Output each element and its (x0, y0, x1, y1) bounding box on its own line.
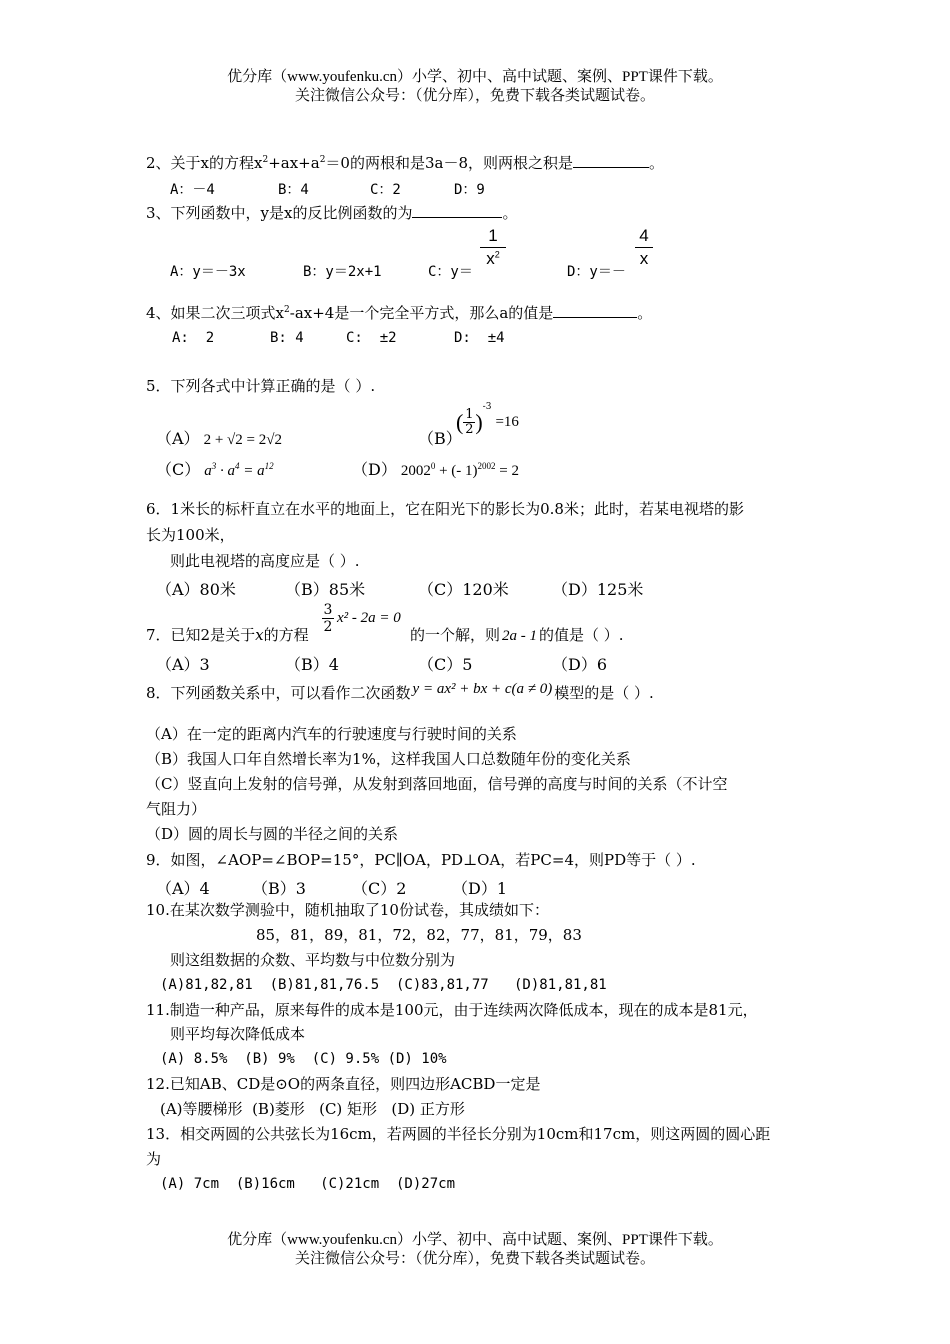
question-11-stem-line-2: 则平均每次降低成本 (170, 1025, 306, 1043)
question-5-option-a: （A） 2 + √2 = 2√2 (156, 429, 282, 448)
question-12-options: (A)等腰梯形 (B)菱形 (C) 矩形 (D) 正方形 (160, 1100, 465, 1118)
question-10-stem: 10.在某次数学测验中，随机抽取了10份试卷，其成绩如下： (146, 901, 549, 919)
question-7-option-d: （D）6 (552, 655, 608, 674)
question-9-option-d: （D）1 (452, 879, 508, 898)
question-7-option-b: （B）4 (285, 655, 339, 674)
question-2-option-b: B：4 (278, 182, 309, 198)
question-6-stem-line-1: 6．1米长的标杆直立在水平的地面上，它在阳光下的影长为0.8米；此时，若某电视塔的影 (146, 500, 744, 518)
question-4-option-b: B: 4 (270, 330, 304, 346)
question-5-option-c: （C） $a^3 \cdot a^4 = a^{12}$ (156, 460, 274, 479)
question-10-data: 85，81，89，81，72，82，77，81，79，83 (256, 926, 582, 944)
question-2-option-a: A：－4 (170, 182, 215, 198)
footer-line-2: 关注微信公众号：（优分库），免费下载各类试题试卷。 (294, 1251, 655, 1267)
question-13-stem-line-2: 为 (146, 1150, 162, 1168)
question-6-option-a: （A）80米 (156, 580, 236, 599)
question-6-option-c: （C）120米 (418, 580, 509, 599)
question-2-option-d: D：9 (454, 182, 485, 198)
question-8-stem: 8．下列函数关系中，可以看作二次函数 y = ax² + bx + c(a ≠ 0) 模型的是（ ）. (146, 681, 654, 702)
question-3-option-c: C：y＝ (428, 264, 473, 280)
question-6-stem-line-3: 则此电视塔的高度应是（ ）. (170, 552, 360, 570)
question-2-stem: 2、关于x的方程$x^2+ax+a^2=0$的两根和是3a－8，则两根之积是 。 (146, 154, 665, 172)
question-11-options: (A) 8.5% (B) 9% (C) 9.5% (D) 10% (160, 1051, 447, 1067)
question-7-stem-a: 7．已知2是关于x的方程 (146, 626, 309, 644)
question-9-option-b: （B）3 (252, 879, 306, 898)
question-2-option-c: C：2 (370, 182, 401, 198)
question-8-option-c-line-1: （C）竖直向上发射的信号弹，从发射到落回地面，信号弹的高度与时间的关系（不计空 (146, 775, 728, 793)
question-11-stem-line-1: 11.制造一种产品，原来每件的成本是100元，由于连续两次降低成本，现在的成本是81元， (146, 1001, 758, 1019)
question-7-equation: $\frac{3}{2}$ x² - 2a = 0 (323, 602, 401, 635)
question-3-option-d-fraction: 4 x (635, 226, 653, 269)
question-8-option-d: （D）圆的周长与圆的半径之间的关系 (146, 825, 399, 843)
question-4-option-c: C: ±2 (346, 330, 397, 346)
question-4-option-d: D: ±4 (454, 330, 505, 346)
question-6-option-d: （D）125米 (552, 580, 644, 599)
question-8-option-b: （B）我国人口年自然增长率为1%，这样我国人口总数随年份的变化关系 (146, 750, 631, 768)
question-8-option-c-line-2: 气阻力） (146, 800, 207, 818)
question-3-option-d: D：y＝－ (567, 264, 626, 280)
question-7-option-c: （C）5 (418, 655, 473, 674)
question-3-option-c-fraction: 1 $x^2$ (480, 226, 506, 269)
question-6-stem-line-2: 长为100米， (146, 526, 235, 544)
question-5-option-d: （D） $2002^0$ + (- 1)$^{2002}$ = 2 (352, 460, 520, 479)
answer-blank (553, 303, 637, 318)
header-line-2: 关注微信公众号：（优分库），免费下载各类试题试卷。 (294, 88, 655, 104)
answer-blank (573, 153, 649, 168)
question-4-option-a: A: 2 (172, 330, 215, 346)
question-12-stem: 12.已知AB、CD是⊙O的两条直径，则四边形ACBD一定是 (146, 1075, 541, 1093)
question-6-option-b: （B）85米 (285, 580, 366, 599)
question-13-stem-line-1: 13．相交两圆的公共弦长为16cm，若两圆的半径长分别为10cm和17cm，则这两圆的圆心距 (146, 1125, 771, 1143)
question-9-option-a: （A）4 (156, 879, 210, 898)
question-10-question: 则这组数据的众数、平均数与中位数分别为 (170, 951, 456, 969)
question-4-stem: 4、如果二次三项式$x^2-ax+4$是一个完全平方式，那么a的值是 。 (146, 304, 653, 322)
question-3-stem: 3、下列函数中，y是x的反比例函数的为 。 (146, 204, 518, 222)
question-5-option-b-label: （B） (418, 429, 462, 448)
question-3-option-b: B：y＝2x+1 (303, 264, 382, 280)
question-5-option-b: ( $\frac{1}{2}$ )$^{-3}$=16 (456, 402, 519, 437)
question-5-stem: 5．下列各式中计算正确的是（ ）. (146, 377, 376, 395)
question-8-option-a: （A）在一定的距离内汽车的行驶速度与行驶时间的关系 (146, 725, 517, 743)
question-7-stem-b: 的一个解，则 2a - 1 的值是（ ）. (410, 626, 624, 644)
question-3-option-a: A：y＝－3x (170, 264, 246, 280)
question-9-stem: 9．如图，∠AOP=∠BOP=15°，PC∥OA，PD⊥OA，若PC=4，则PD等于（ ）. (146, 851, 696, 869)
question-7-option-a: （A）3 (156, 655, 210, 674)
question-9-option-c: （C）2 (352, 879, 407, 898)
question-10-options: (A)81,82,81 (B)81,81,76.5 (C)83,81,77 (D)81,81,81 (160, 977, 607, 993)
header-line-1: 优分库（www.youfenku.cn）小学、初中、高中试题、案例、PPT课件下载。 (227, 69, 723, 85)
question-13-options: (A) 7cm (B)16cm (C)21cm (D)27cm (160, 1176, 456, 1192)
footer-line-1: 优分库（www.youfenku.cn）小学、初中、高中试题、案例、PPT课件下载。 (227, 1232, 723, 1248)
answer-blank (412, 203, 502, 218)
